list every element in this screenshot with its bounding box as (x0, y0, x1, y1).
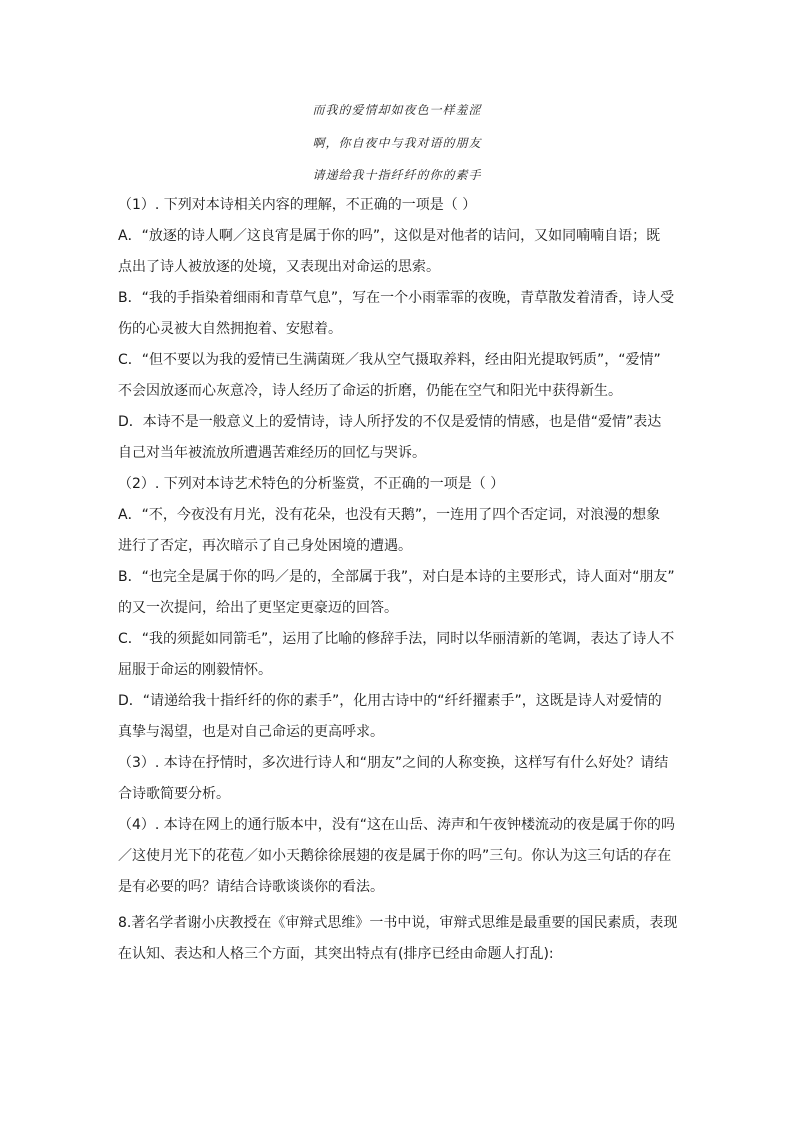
poem-line: 请递给我十指纤纤的你的素手 (312, 168, 482, 182)
question-1-stem: （1）. 下列对本诗相关内容的理解，不正确的一项是（ ） (118, 197, 477, 213)
question-4-line: （4）. 本诗在网上的通行版本中，没有“这在山岳、涛声和午夜钟楼流动的夜是属于你的吗 (118, 817, 676, 833)
question-2-option-c: C．“我的须髭如同箭毛”，运用了比喻的修辞手法，同时以华丽清新的笔调，表达了诗人不 (118, 631, 675, 647)
question-1-option-b: B．“我的手指染着细雨和青草气息”，写在一个小雨霏霏的夜晚，青草散发着清香，诗人受 (118, 290, 675, 306)
question-2-option-b: B．“也完全是属于你的吗／是的，全部属于我”，对白是本诗的主要形式，诗人面对“朋友” (118, 569, 675, 585)
question-8-block (118, 908, 678, 970)
question-4-line: 是有必要的吗？请结合诗歌谈谈你的看法。 (118, 879, 384, 895)
question-4-line: ／这使月光下的花苞／如小天鹅徐徐展翅的夜是属于你的吗”三句。你认为这三句话的存在 (118, 848, 672, 864)
question-2-option-a-cont: 进行了否定，再次暗示了自己身处困境的遭遇。 (118, 538, 412, 554)
question-3-line: 合诗歌简要分析。 (118, 786, 230, 802)
question-2-option-c-cont: 屈服于命运的刚毅情怀。 (118, 662, 272, 678)
question-1-option-a-cont: 点出了诗人被放逐的处境，又表现出对命运的思索。 (118, 259, 440, 275)
poem-line: 而我的爱情却如夜色一样羞涩 (312, 103, 482, 117)
question-2-stem: （2）. 下列对本诗艺术特色的分析鉴赏，不正确的一项是（ ） (118, 476, 505, 492)
question-1-option-c: C．“但不要以为我的爱情已生满菌斑／我从空气摄取养料，经由阳光提取钙质”，“爱情” (118, 352, 661, 368)
question-8-line: 在认知、表达和人格三个方面，其突出特点有(排序已经由命题人打乱): (118, 946, 554, 962)
question-1-option-c-cont: 不会因放逐而心灰意冷，诗人经历了命运的折磨，仍能在空气和阳光中获得新生。 (118, 383, 622, 399)
question-1-block (118, 190, 678, 903)
question-1-option-d: D．本诗不是一般意义上的爱情诗，诗人所抒发的不仅是爱情的情感，也是借“爱情”表达 (118, 414, 662, 430)
question-1-option-d-cont: 自己对当年被流放所遭遇苦难经历的回忆与哭诉。 (118, 445, 426, 461)
question-2-option-d: D．“请递给我十指纤纤的你的素手”，化用古诗中的“纤纤擢素手”，这既是诗人对爱情的 (118, 693, 662, 709)
question-8-line: 8.著名学者谢小庆教授在《审辩式思维》一书中说，审辩式思维是最重要的国民素质，表现 (118, 915, 678, 931)
question-2-option-a: A．“不，今夜没有月光，没有花朵，也没有天鹅”，一连用了四个否定词，对浪漫的想象 (118, 507, 661, 523)
question-2-option-b-cont: 的又一次提问，给出了更坚定更豪迈的回答。 (118, 600, 398, 616)
poem-line: 啊，你自夜中与我对语的朋友 (312, 136, 482, 150)
question-2-option-d-cont: 真挚与渴望，也是对自己命运的更高呼求。 (118, 724, 384, 740)
question-1-option-b-cont: 伤的心灵被大自然拥抱着、安慰着。 (118, 321, 342, 337)
question-3-line: （3）. 本诗在抒情时，多次进行诗人和“朋友”之间的人称变换，这样写有什么好处？请结 (118, 755, 669, 771)
question-1-option-a: A．“放逐的诗人啊／这良宵是属于你的吗”，这似是对他者的诘问，又如同喃喃自语；既 (118, 228, 661, 244)
